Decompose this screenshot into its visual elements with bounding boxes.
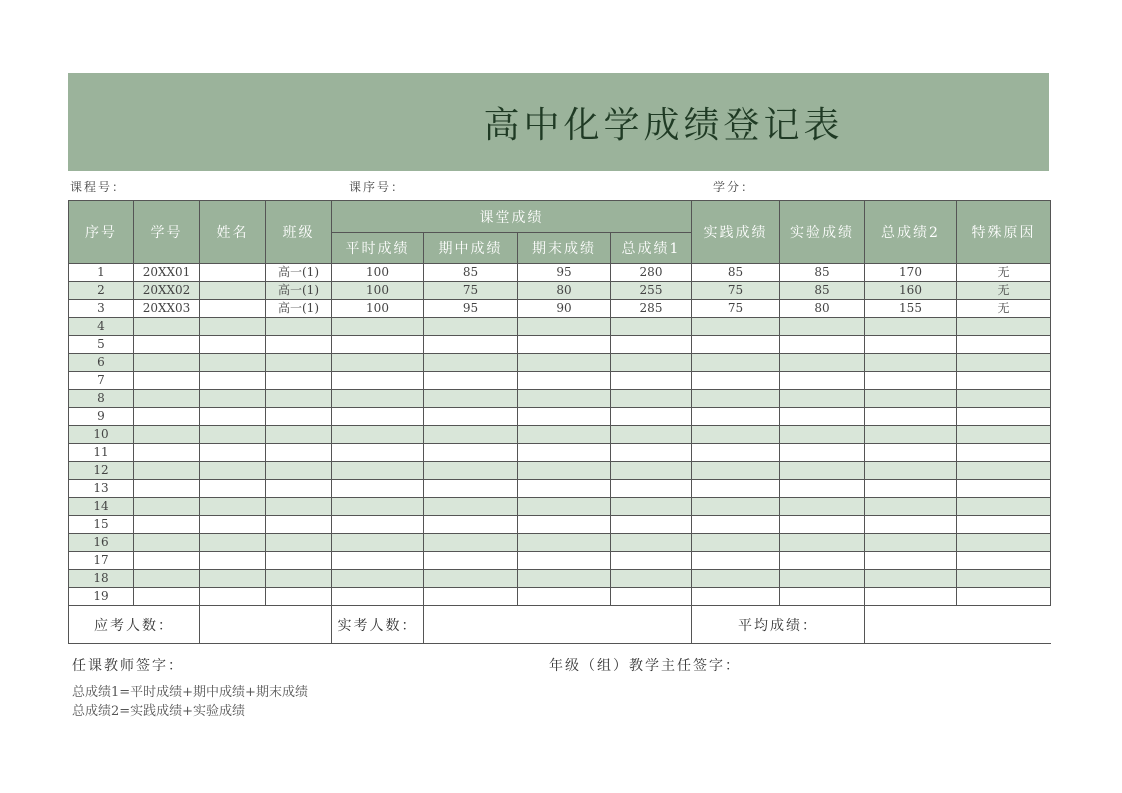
- teacher-signature-label: 任课教师签字：: [72, 658, 184, 674]
- seq-cell: 16: [69, 534, 134, 552]
- midterm-score-cell[interactable]: [424, 462, 518, 480]
- class-cell[interactable]: [266, 462, 332, 480]
- name-cell[interactable]: [200, 372, 266, 390]
- grade-table: [68, 200, 1051, 644]
- seq-cell: 7: [69, 372, 134, 390]
- practice-score-cell[interactable]: [692, 552, 780, 570]
- midterm-score-cell[interactable]: [424, 426, 518, 444]
- special-reason-cell[interactable]: [957, 498, 1051, 516]
- regular-score-cell[interactable]: [332, 480, 424, 498]
- special-reason-cell[interactable]: [957, 552, 1051, 570]
- header-class: 班级: [266, 201, 332, 264]
- midterm-score-cell[interactable]: [424, 570, 518, 588]
- regular-score-cell[interactable]: [332, 318, 424, 336]
- midterm-score-cell[interactable]: 85: [424, 264, 518, 282]
- seq-cell: 5: [69, 336, 134, 354]
- student-id-cell[interactable]: 20XX01: [134, 264, 200, 282]
- course-info-row: [68, 171, 1049, 200]
- actual-count-value[interactable]: [424, 606, 692, 644]
- regular-score-cell[interactable]: [332, 534, 424, 552]
- student-id-cell[interactable]: [134, 498, 200, 516]
- regular-score-cell[interactable]: [332, 390, 424, 408]
- student-id-cell[interactable]: [134, 552, 200, 570]
- special-reason-cell[interactable]: [957, 444, 1051, 462]
- experiment-score-cell[interactable]: 80: [780, 300, 865, 318]
- total2-cell[interactable]: [865, 552, 957, 570]
- class-cell[interactable]: [266, 408, 332, 426]
- table-row: [69, 372, 1051, 390]
- regular-score-cell[interactable]: [332, 462, 424, 480]
- seq-cell: 6: [69, 354, 134, 372]
- final-score-cell[interactable]: [518, 372, 611, 390]
- midterm-score-cell[interactable]: [424, 552, 518, 570]
- name-cell[interactable]: [200, 444, 266, 462]
- total2-cell[interactable]: [865, 390, 957, 408]
- class-cell[interactable]: 高一(1): [266, 282, 332, 300]
- total2-cell[interactable]: [865, 336, 957, 354]
- practice-score-cell[interactable]: [692, 498, 780, 516]
- header-special-reason: 特殊原因: [957, 201, 1051, 264]
- class-cell[interactable]: [266, 480, 332, 498]
- table-row: [69, 498, 1051, 516]
- total2-cell[interactable]: 160: [865, 282, 957, 300]
- total2-cell[interactable]: [865, 534, 957, 552]
- total1-cell[interactable]: [611, 534, 692, 552]
- name-cell[interactable]: [200, 336, 266, 354]
- expected-count-value[interactable]: [200, 606, 332, 644]
- experiment-score-cell[interactable]: [780, 462, 865, 480]
- special-reason-cell[interactable]: [957, 318, 1051, 336]
- seq-cell: 10: [69, 426, 134, 444]
- practice-score-cell[interactable]: [692, 570, 780, 588]
- practice-score-cell[interactable]: [692, 354, 780, 372]
- page-title: 高中化学成绩登记表: [483, 104, 844, 146]
- formula-note-2: 总成绩2=实践成绩+实验成绩: [72, 704, 246, 719]
- name-cell[interactable]: [200, 354, 266, 372]
- total1-cell[interactable]: [611, 372, 692, 390]
- header-name: 姓名: [200, 201, 266, 264]
- final-score-cell[interactable]: [518, 570, 611, 588]
- class-cell[interactable]: [266, 516, 332, 534]
- student-id-cell[interactable]: [134, 480, 200, 498]
- experiment-score-cell[interactable]: [780, 480, 865, 498]
- experiment-score-cell[interactable]: [780, 498, 865, 516]
- final-score-cell[interactable]: [518, 588, 611, 606]
- total1-cell[interactable]: [611, 408, 692, 426]
- special-reason-cell[interactable]: [957, 426, 1051, 444]
- seq-cell: 13: [69, 480, 134, 498]
- final-score-cell[interactable]: [518, 462, 611, 480]
- table-row: [69, 552, 1051, 570]
- total2-cell[interactable]: [865, 372, 957, 390]
- student-id-cell[interactable]: [134, 336, 200, 354]
- credit-label: 学分：: [713, 180, 756, 194]
- class-cell[interactable]: [266, 498, 332, 516]
- name-cell[interactable]: [200, 390, 266, 408]
- final-score-cell[interactable]: [518, 408, 611, 426]
- midterm-score-cell[interactable]: [424, 372, 518, 390]
- header-total2: 总成绩2: [865, 201, 957, 264]
- final-score-cell[interactable]: [518, 390, 611, 408]
- name-cell[interactable]: [200, 408, 266, 426]
- grade-table-body: [69, 264, 1051, 606]
- total1-cell[interactable]: [611, 354, 692, 372]
- practice-score-cell[interactable]: [692, 444, 780, 462]
- total2-cell[interactable]: [865, 570, 957, 588]
- final-score-cell[interactable]: 95: [518, 264, 611, 282]
- student-id-cell[interactable]: [134, 444, 200, 462]
- student-id-cell[interactable]: [134, 588, 200, 606]
- seq-cell: 9: [69, 408, 134, 426]
- student-id-cell[interactable]: [134, 390, 200, 408]
- practice-score-cell[interactable]: [692, 336, 780, 354]
- regular-score-cell[interactable]: [332, 444, 424, 462]
- final-score-cell[interactable]: 80: [518, 282, 611, 300]
- final-score-cell[interactable]: [518, 336, 611, 354]
- midterm-score-cell[interactable]: [424, 498, 518, 516]
- name-cell[interactable]: [200, 426, 266, 444]
- student-id-cell[interactable]: [134, 318, 200, 336]
- midterm-score-cell[interactable]: [424, 390, 518, 408]
- final-score-cell[interactable]: [518, 534, 611, 552]
- total1-cell[interactable]: [611, 390, 692, 408]
- name-cell[interactable]: [200, 300, 266, 318]
- special-reason-cell[interactable]: 无: [957, 282, 1051, 300]
- practice-score-cell[interactable]: [692, 516, 780, 534]
- total2-cell[interactable]: [865, 480, 957, 498]
- final-score-cell[interactable]: [518, 516, 611, 534]
- table-row: [69, 444, 1051, 462]
- table-row: [69, 390, 1051, 408]
- seq-cell: 8: [69, 390, 134, 408]
- director-signature-label: 年级（组）教学主任签字：: [549, 658, 741, 674]
- practice-score-cell[interactable]: [692, 462, 780, 480]
- name-cell[interactable]: [200, 588, 266, 606]
- practice-score-cell[interactable]: 85: [692, 264, 780, 282]
- total2-cell[interactable]: [865, 354, 957, 372]
- special-reason-cell[interactable]: [957, 534, 1051, 552]
- total1-cell[interactable]: [611, 588, 692, 606]
- final-score-cell[interactable]: [518, 354, 611, 372]
- total1-cell[interactable]: [611, 426, 692, 444]
- total1-cell[interactable]: 280: [611, 264, 692, 282]
- final-score-cell[interactable]: [518, 426, 611, 444]
- seq-cell: 18: [69, 570, 134, 588]
- regular-score-cell[interactable]: [332, 408, 424, 426]
- student-id-cell[interactable]: [134, 516, 200, 534]
- special-reason-cell[interactable]: [957, 354, 1051, 372]
- special-reason-cell[interactable]: [957, 462, 1051, 480]
- header-midterm: 期中成绩: [424, 233, 518, 264]
- experiment-score-cell[interactable]: [780, 426, 865, 444]
- midterm-score-cell[interactable]: [424, 354, 518, 372]
- total1-cell[interactable]: [611, 336, 692, 354]
- total2-cell[interactable]: [865, 498, 957, 516]
- experiment-score-cell[interactable]: 85: [780, 264, 865, 282]
- regular-score-cell[interactable]: [332, 552, 424, 570]
- class-cell[interactable]: [266, 390, 332, 408]
- header-seq: 序号: [69, 201, 134, 264]
- practice-score-cell[interactable]: [692, 426, 780, 444]
- seq-cell: 11: [69, 444, 134, 462]
- average-score-value[interactable]: [865, 606, 1051, 644]
- table-row: [69, 462, 1051, 480]
- class-cell[interactable]: [266, 336, 332, 354]
- table-row: [69, 516, 1051, 534]
- experiment-score-cell[interactable]: [780, 354, 865, 372]
- class-cell[interactable]: [266, 588, 332, 606]
- total2-cell[interactable]: [865, 588, 957, 606]
- seq-cell: 1: [69, 264, 134, 282]
- special-reason-cell[interactable]: [957, 408, 1051, 426]
- total1-cell[interactable]: [611, 480, 692, 498]
- title-band: [68, 73, 1049, 171]
- special-reason-cell[interactable]: 无: [957, 300, 1051, 318]
- final-score-cell[interactable]: 90: [518, 300, 611, 318]
- regular-score-cell[interactable]: [332, 588, 424, 606]
- header-classroom-score: 课堂成绩: [332, 201, 692, 233]
- experiment-score-cell[interactable]: [780, 336, 865, 354]
- experiment-score-cell[interactable]: [780, 444, 865, 462]
- experiment-score-cell[interactable]: [780, 408, 865, 426]
- experiment-score-cell[interactable]: [780, 372, 865, 390]
- name-cell[interactable]: [200, 516, 266, 534]
- seq-cell: 3: [69, 300, 134, 318]
- special-reason-cell[interactable]: [957, 516, 1051, 534]
- seq-cell: 4: [69, 318, 134, 336]
- special-reason-cell[interactable]: [957, 480, 1051, 498]
- practice-score-cell[interactable]: [692, 408, 780, 426]
- name-cell[interactable]: [200, 534, 266, 552]
- name-cell[interactable]: [200, 480, 266, 498]
- regular-score-cell[interactable]: 100: [332, 300, 424, 318]
- table-row: [69, 264, 1051, 282]
- student-id-cell[interactable]: [134, 408, 200, 426]
- student-id-cell[interactable]: [134, 570, 200, 588]
- midterm-score-cell[interactable]: [424, 444, 518, 462]
- header-regular: 平时成绩: [332, 233, 424, 264]
- class-cell[interactable]: [266, 318, 332, 336]
- table-row: [69, 588, 1051, 606]
- midterm-score-cell[interactable]: [424, 588, 518, 606]
- table-row: [69, 282, 1051, 300]
- total1-cell[interactable]: [611, 570, 692, 588]
- total1-cell[interactable]: [611, 462, 692, 480]
- final-score-cell[interactable]: [518, 318, 611, 336]
- midterm-score-cell[interactable]: [424, 480, 518, 498]
- class-cell[interactable]: [266, 444, 332, 462]
- regular-score-cell[interactable]: 100: [332, 282, 424, 300]
- name-cell[interactable]: [200, 498, 266, 516]
- table-row: [69, 480, 1051, 498]
- seq-cell: 19: [69, 588, 134, 606]
- table-row: [69, 336, 1051, 354]
- experiment-score-cell[interactable]: [780, 534, 865, 552]
- student-id-cell[interactable]: 20XX02: [134, 282, 200, 300]
- total2-cell[interactable]: 170: [865, 264, 957, 282]
- seq-cell: 12: [69, 462, 134, 480]
- total1-cell[interactable]: [611, 552, 692, 570]
- seq-cell: 2: [69, 282, 134, 300]
- table-row: [69, 354, 1051, 372]
- table-row: [69, 318, 1051, 336]
- table-row: [69, 300, 1051, 318]
- course-no-label: 课程号：: [70, 180, 127, 194]
- total2-cell[interactable]: [865, 408, 957, 426]
- name-cell[interactable]: [200, 264, 266, 282]
- midterm-score-cell[interactable]: [424, 336, 518, 354]
- experiment-score-cell[interactable]: [780, 516, 865, 534]
- total2-cell[interactable]: [865, 444, 957, 462]
- midterm-score-cell[interactable]: [424, 516, 518, 534]
- midterm-score-cell[interactable]: [424, 318, 518, 336]
- practice-score-cell[interactable]: [692, 390, 780, 408]
- header-experiment: 实验成绩: [780, 201, 865, 264]
- table-row: [69, 570, 1051, 588]
- header-final: 期末成绩: [518, 233, 611, 264]
- class-cell[interactable]: [266, 426, 332, 444]
- final-score-cell[interactable]: [518, 480, 611, 498]
- seq-cell: 15: [69, 516, 134, 534]
- class-cell[interactable]: [266, 552, 332, 570]
- special-reason-cell[interactable]: [957, 336, 1051, 354]
- regular-score-cell[interactable]: [332, 570, 424, 588]
- total2-cell[interactable]: 155: [865, 300, 957, 318]
- student-id-cell[interactable]: [134, 462, 200, 480]
- expected-count-label: 应考人数：: [69, 606, 200, 644]
- midterm-score-cell[interactable]: 95: [424, 300, 518, 318]
- regular-score-cell[interactable]: [332, 354, 424, 372]
- header-student-id: 学号: [134, 201, 200, 264]
- experiment-score-cell[interactable]: [780, 570, 865, 588]
- final-score-cell[interactable]: [518, 552, 611, 570]
- student-id-cell[interactable]: [134, 354, 200, 372]
- formula-notes: [72, 683, 308, 721]
- midterm-score-cell[interactable]: [424, 534, 518, 552]
- student-id-cell[interactable]: 20XX03: [134, 300, 200, 318]
- special-reason-cell[interactable]: [957, 372, 1051, 390]
- name-cell[interactable]: [200, 462, 266, 480]
- class-cell[interactable]: [266, 570, 332, 588]
- practice-score-cell[interactable]: [692, 480, 780, 498]
- header-total1: 总成绩1: [611, 233, 692, 264]
- average-score-label: 平均成绩：: [692, 606, 865, 644]
- total2-cell[interactable]: [865, 462, 957, 480]
- name-cell[interactable]: [200, 282, 266, 300]
- experiment-score-cell[interactable]: [780, 318, 865, 336]
- midterm-score-cell[interactable]: 75: [424, 282, 518, 300]
- experiment-score-cell[interactable]: [780, 552, 865, 570]
- class-cell[interactable]: [266, 372, 332, 390]
- student-id-cell[interactable]: [134, 426, 200, 444]
- header-practice: 实践成绩: [692, 201, 780, 264]
- special-reason-cell[interactable]: [957, 570, 1051, 588]
- course-seq-label: 课序号：: [349, 180, 406, 194]
- total2-cell[interactable]: [865, 426, 957, 444]
- regular-score-cell[interactable]: 100: [332, 264, 424, 282]
- total2-cell[interactable]: [865, 516, 957, 534]
- regular-score-cell[interactable]: [332, 516, 424, 534]
- table-row: [69, 534, 1051, 552]
- total1-cell[interactable]: [611, 516, 692, 534]
- midterm-score-cell[interactable]: [424, 408, 518, 426]
- name-cell[interactable]: [200, 318, 266, 336]
- class-cell[interactable]: 高一(1): [266, 300, 332, 318]
- total1-cell[interactable]: [611, 444, 692, 462]
- name-cell[interactable]: [200, 570, 266, 588]
- regular-score-cell[interactable]: [332, 426, 424, 444]
- special-reason-cell[interactable]: [957, 390, 1051, 408]
- table-row: [69, 426, 1051, 444]
- class-cell[interactable]: [266, 534, 332, 552]
- actual-count-label: 实考人数：: [332, 606, 424, 644]
- practice-score-cell[interactable]: [692, 534, 780, 552]
- total1-cell[interactable]: [611, 318, 692, 336]
- regular-score-cell[interactable]: [332, 372, 424, 390]
- total1-cell[interactable]: 285: [611, 300, 692, 318]
- experiment-score-cell[interactable]: [780, 588, 865, 606]
- class-cell[interactable]: 高一(1): [266, 264, 332, 282]
- formula-note-1: 总成绩1=平时成绩+期中成绩+期末成绩: [72, 685, 308, 700]
- experiment-score-cell[interactable]: [780, 390, 865, 408]
- final-score-cell[interactable]: [518, 498, 611, 516]
- student-id-cell[interactable]: [134, 534, 200, 552]
- practice-score-cell[interactable]: [692, 372, 780, 390]
- table-row: [69, 408, 1051, 426]
- summary-row: [69, 606, 1051, 644]
- total1-cell[interactable]: [611, 498, 692, 516]
- grade-sheet: [68, 73, 1049, 644]
- class-cell[interactable]: [266, 354, 332, 372]
- experiment-score-cell[interactable]: 85: [780, 282, 865, 300]
- practice-score-cell[interactable]: [692, 588, 780, 606]
- regular-score-cell[interactable]: [332, 498, 424, 516]
- final-score-cell[interactable]: [518, 444, 611, 462]
- practice-score-cell[interactable]: 75: [692, 282, 780, 300]
- practice-score-cell[interactable]: 75: [692, 300, 780, 318]
- seq-cell: 14: [69, 498, 134, 516]
- special-reason-cell[interactable]: [957, 588, 1051, 606]
- name-cell[interactable]: [200, 552, 266, 570]
- total2-cell[interactable]: [865, 318, 957, 336]
- seq-cell: 17: [69, 552, 134, 570]
- special-reason-cell[interactable]: 无: [957, 264, 1051, 282]
- student-id-cell[interactable]: [134, 372, 200, 390]
- regular-score-cell[interactable]: [332, 336, 424, 354]
- total1-cell[interactable]: 255: [611, 282, 692, 300]
- practice-score-cell[interactable]: [692, 318, 780, 336]
